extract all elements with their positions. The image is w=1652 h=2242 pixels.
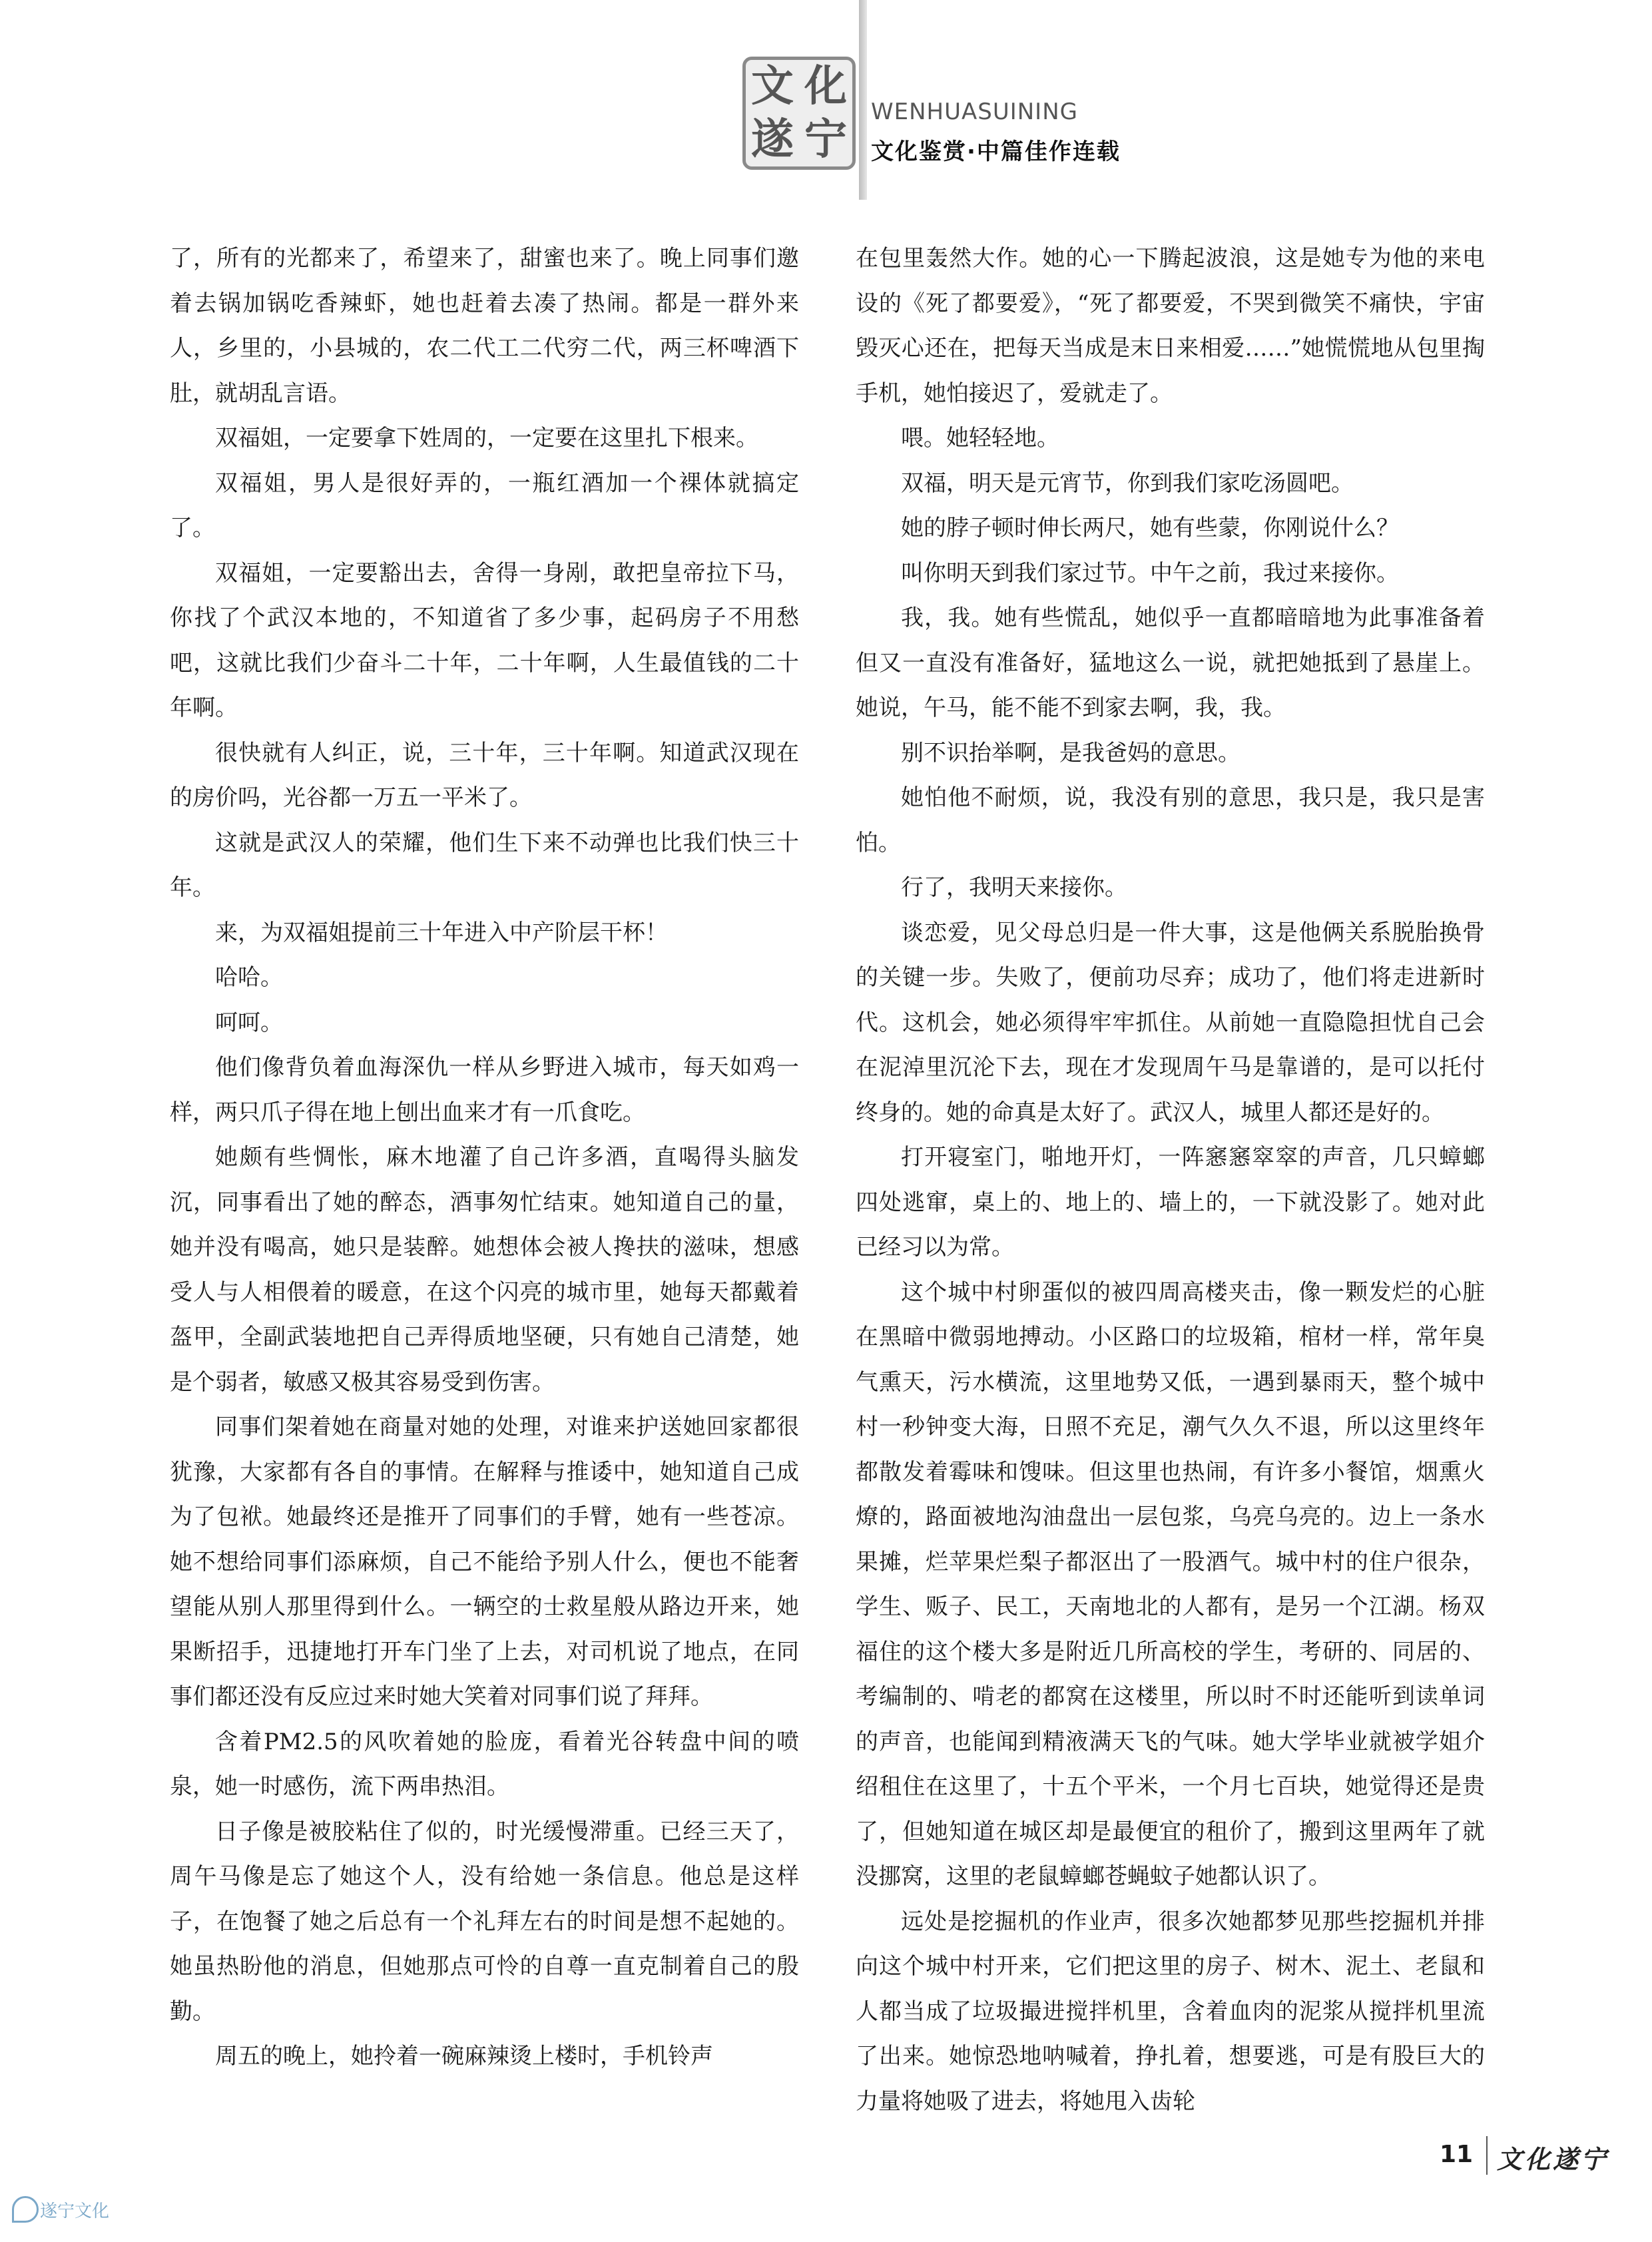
paragraph: 她的脖子顿时伸长两尺，她有些蒙，你刚说什么？ [901,515,1399,541]
header-english-title: WENHUASUINING [871,99,1078,125]
paragraph: 周五的晚上，她拎着一碗麻辣烫上楼时，手机铃声 [215,2043,713,2070]
paragraph: 别不识抬举啊，是我爸妈的意思。 [901,739,1240,766]
paragraph: 叫你明天到我们家过节。中午之前，我过来接你。 [901,559,1399,587]
paragraph: 我，我。她有些慌乱，她似乎一直都暗暗地为此事准备着但又一直没有准备好，猛地这么一说，就把她抵到了悬崖上。她说，午马，能不能不到家去啊，我，我。 [856,605,1485,721]
footer-divider [1486,2136,1488,2175]
header-section-title: 文化鉴赏·中篇佳作连载 [871,139,1121,165]
paragraph: 她怕他不耐烦，说，我没有别的意思，我只是，我只是害怕。 [856,784,1485,856]
seal-char: 遂 [751,115,794,164]
paragraph: 双福姐，一定要拿下姓周的，一定要在这里扎下根来。 [215,425,758,451]
paragraph: 同事们架着她在商量对她的处理，对谁来护送她回家都很犹豫，大家都有各自的事情。在解释与推诿中，她知道自己成为了包袱。她最终还是推开了同事们的手臂，她有一些苍凉。她不想给同事们添麻烦，自己不能给予别人什么，便也不能奢望能从别人那里得到什么。一辆空的士救星般从路边开来，她果断招手，迅捷地打开车门坐了上去，对司机说了地点，在同事们都还没有反应过来时她大笑着对同事们说了拜拜。 [170,1414,799,1710]
paragraph: 双福姐，一定要豁出去，舍得一身剐，敢把皇帝拉下马，你找了个武汉本地的，不知道省了多少事，起码房子不用愁吧，这就比我们少奋斗二十年，二十年啊，人生最值钱的二十年啊。 [170,559,799,721]
paragraph: 打开寝室门，啪地开灯，一阵窸窸窣窣的声音，几只蟑螂四处逃窜，桌上的、地上的、墙上的，一下就没影了。她对此已经习以为常。 [856,1144,1485,1261]
paragraph: 这就是武汉人的荣耀，他们生下来不动弹也比我们快三十年。 [170,829,799,901]
paragraph: 她颇有些惆怅，麻木地灌了自己许多酒，直喝得头脑发沉，同事看出了她的醉态，酒事匆忙结束。她知道自己的量，她并没有喝高，她只是装醉。她想体会被人搀扶的滋味，想感受人与人相偎着的暖意，在这个闪亮的城市里，她每天都戴着盔甲，全副武装地把自己弄得质地坚硬，只有她自己清楚，她是个弱者，敏感又极其容易受到伤害。 [170,1144,799,1396]
paragraph: 来，为双福姐提前三十年进入中产阶层干杯！ [215,919,668,946]
paragraph: 双福，明天是元宵节，你到我们家吃汤圆吧。 [901,469,1354,497]
footer-magazine-title: 文化遂宁 [1497,2144,1609,2174]
paragraph: 了，所有的光都来了，希望来了，甜蜜也来了。晚上同事们邀着去锅加锅吃香辣虾，她也赶着去凑了热闹。都是一群外来人，乡里的，小县城的，农二代工二代穷二代，两三杯啤酒下肚，就胡乱言语。 [170,245,799,407]
paragraph: 呵呵。 [215,1009,283,1036]
paragraph: 双福姐，男人是很好弄的，一瓶红酒加一个裸体就搞定了。 [170,469,799,541]
left-text-column [170,236,799,2080]
paragraph: 日子像是被胶粘住了似的，时光缓慢滞重。已经三天了，周午马像是忘了她这个人，没有给她一条信息。他总是这样子，在饱餐了她之后总有一个礼拜左右的时间是想不起她的。她虽热盼他的消息，但她那点可怜的自尊一直克制着自己的殷勤。 [170,1818,799,2025]
paragraph: 他们像背负着血海深仇一样从乡野进入城市，每天如鸡一样，两只爪子得在地上刨出血来才有一爪食吃。 [170,1054,799,1126]
paragraph: 谈恋爱，见父母总归是一件大事，这是他俩关系脱胎换骨的关键一步。失败了，便前功尽弃；成功了，他们将走进新时代。这机会，她必须得牢牢抓住。从前她一直隐隐担忧自己会在泥淖里沉沦下去，现在才发现周午马是靠谱的，是可以托付终身的。她的命真是太好了。武汉人，城里人都还是好的。 [856,919,1485,1126]
seal-char: 化 [804,61,847,111]
paragraph: 远处是挖掘机的作业声，很多次她都梦见那些挖掘机并排向这个城中村开来，它们把这里的房子、树木、泥土、老鼠和人都当成了垃圾撮进搅拌机里，含着血肉的泥浆从搅拌机里流了出来。她惊恐地呐喊着，挣扎着，想要逃，可是有股巨大的力量将她吸了进去，将她甩入齿轮 [856,1908,1485,2115]
right-text-column [856,236,1485,2124]
seal-char: 文 [751,61,794,111]
paragraph: 含着PM2.5的风吹着她的脸庞，看着光谷转盘中间的喷泉，她一时感伤，流下两串热泪。 [170,1728,799,1800]
paragraph: 喂。她轻轻地。 [901,425,1059,451]
paragraph: 哈哈。 [215,964,283,991]
watermark-text: 遂宁文化 [40,2201,110,2221]
seal-char: 宁 [804,115,847,164]
paragraph: 很快就有人纠正，说，三十年，三十年啊。知道武汉现在的房价吗，光谷都一万五一平米了。 [170,739,799,811]
header-divider [859,0,867,200]
paragraph: 这个城中村卵蛋似的被四周高楼夹击，像一颗发烂的心脏在黑暗中微弱地搏动。小区路口的垃圾箱，棺材一样，常年臭气熏天，污水横流，这里地势又低，一遇到暴雨天，整个城中村一秒钟变大海，日照不充足，潮气久久不退，所以这里终年都散发着霉味和馊味。但这里也热闹，有许多小餐馆，烟熏火燎的，路面被地沟油盘出一层包浆，乌亮乌亮的。边上一条水果摊，烂苹果烂梨子都沤出了一股酒气。城中村的住户很杂，学生、贩子、民工，天南地北的人都有，是另一个江湖。杨双福住的这个楼大多是附近几所高校的学生，考研的、同居的、考编制的、啃老的都窝在这楼里，所以时不时还能听到读单词的声音，也能闻到精液满天飞的气味。她大学毕业就被学姐介绍租住在这里了，十五个平米，一个月七百块，她觉得还是贵了，但她知道在城区却是最便宜的租价了，搬到这里两年了就没挪窝，这里的老鼠蟑螂苍蝇蚊子她都认识了。 [856,1278,1485,1890]
page-number: 11 [1440,2141,1474,2168]
watermark-logo-icon [12,2196,39,2223]
paragraph: 行了，我明天来接你。 [901,874,1127,901]
magazine-logo-seal [742,57,856,170]
paragraph: 在包里轰然大作。她的心一下腾起波浪，这是她专为他的来电设的《死了都要爱》，“死了都要爱，不哭到微笑不痛快，宇宙毁灭心还在，把每天当成是末日来相爱……”她慌慌地从包里掏手机，她怕接迟了，爱就走了。 [856,245,1485,407]
